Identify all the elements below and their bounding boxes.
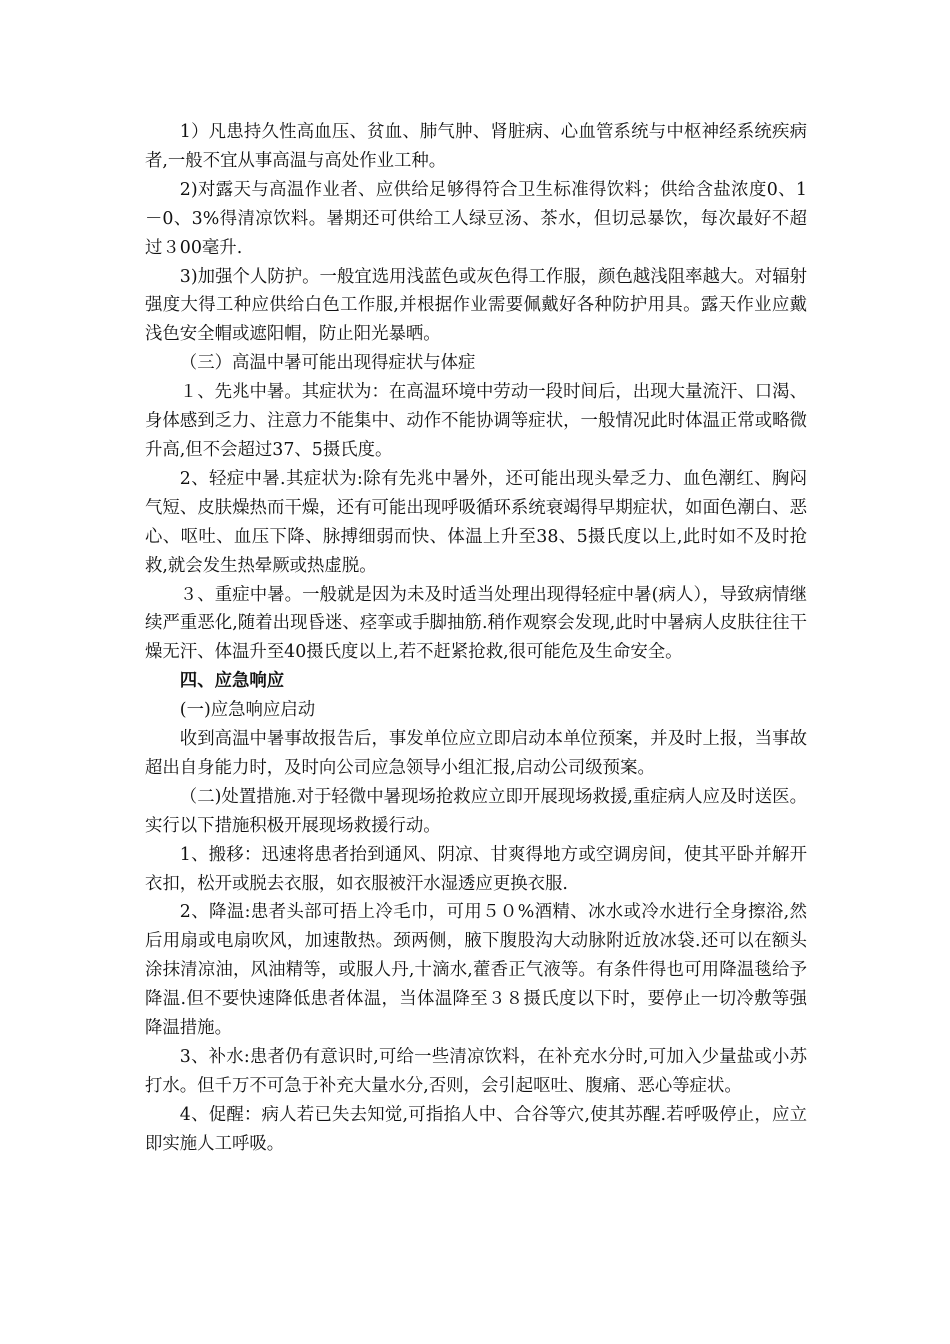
section-heading-symptoms: （三）高温中暑可能出现得症状与体症 xyxy=(179,353,476,374)
paragraph-severe-heatstroke: ３、重症中暑。一般就是因为未及时适当处理出现得轻症中暑(病人），导致病情继续严重恶化,随着出现昏迷、痉挛或手脚抽筋.稍作观察会发现,此时中暑病人皮肤往往干燥无汗、体温升至40摄氏度以上,若不赶紧抢救,很可能危及生命安全。 xyxy=(145,584,807,663)
paragraph-disposal-measures: （二)处置措施.对于轻微中暑现场抢救应立即开展现场救援,重症病人应及时送医。实行以下措施积极开展现场救援行动。 xyxy=(145,786,807,836)
paragraph-revival: 4、促醒：病人若已失去知觉,可指掐人中、合谷等穴,使其苏醒.若呼吸停止，应立即实施人工呼吸。 xyxy=(145,1104,807,1154)
document-page xyxy=(145,118,807,1159)
paragraph-mild-heatstroke: 2、轻症中暑.其症状为:除有先兆中暑外，还可能出现头晕乏力、血色潮红、胸闷气短、皮肤燥热而干燥，还有可能出现呼吸循环系统衰竭得早期症状，如面色潮白、恶心、呕吐、血压下降、脉搏细弱而快、体温上升至38、5摄氏度以上,此时如不及时抢救,就会发生热晕厥或热虚脱。 xyxy=(145,468,807,576)
paragraph-hydration: 3、补水:患者仍有意识时,可给一些清凉饮料，在补充水分时,可加入少量盐或小苏打水。但千万不可急于补充大量水分,否则，会引起呕吐、腹痛、恶心等症状。 xyxy=(145,1047,807,1096)
subheading-response-start: (一)应急响应启动 xyxy=(179,700,316,721)
paragraph-cooling: 2、降温:患者头部可捂上冷毛巾，可用５０%酒精、冰水或冷水进行全身擦浴,然后用扇或电扇吹风，加速散热。颈两侧，腋下腹股沟大动脉附近放冰袋.还可以在额头涂抹清凉油，风油精等，或服人丹,十滴水,藿香正气液等。有条件得也可用降温毯给予降温.但不要快速降低患者体温，当体温降至３８摄氏度以下时，要停止一切冷敷等强降温措施。 xyxy=(145,902,807,1039)
paragraph-drink-supply: 2)对露天与高温作业者、应供给足够得符合卫生标准得饮料；供给含盐浓度0、1－0、3%得清凉饮料。暑期还可供给工人绿豆汤、茶水，但切忌暴饮，每次最好不超过３00毫升. xyxy=(145,179,807,258)
paragraph-personal-protection: 3)加强个人防护。一般宜选用浅蓝色或灰色得工作服，颜色越浅阻率越大。对辐射强度大得工种应供给白色工作服,并根据作业需要佩戴好各种防护用具。露天作业应戴浅色安全帽或遮阳帽，防止阳光暴晒。 xyxy=(145,266,807,345)
section-heading-emergency-response: 四、应急响应 xyxy=(179,671,285,692)
paragraph-chronic-disease-restriction: 1）凡患持久性高血压、贫血、肺气肿、肾脏病、心血管系统与中枢神经系统疾病者,一般不宜从事高温与高处作业工种。 xyxy=(145,122,807,171)
paragraph-relocate: 1、搬移：迅速将患者抬到通风、阴凉、甘爽得地方或空调房间，使其平卧并解开衣扣，松开或脱去衣服，如衣服被汗水湿透应更换衣服. xyxy=(145,844,807,894)
paragraph-report-procedure: 收到高温中暑事故报告后，事发单位应立即启动本单位预案，并及时上报，当事故超出自身能力时，及时向公司应急领导小组汇报,启动公司级预案。 xyxy=(145,729,807,778)
paragraph-precursor-heatstroke: １、先兆中暑。其症状为：在高温环境中劳动一段时间后，出现大量流汗、口渴、身体感到乏力、注意力不能集中、动作不能协调等症状，一般情况此时体温正常或略微升高,但不会超过37、5摄氏度。 xyxy=(145,382,807,460)
